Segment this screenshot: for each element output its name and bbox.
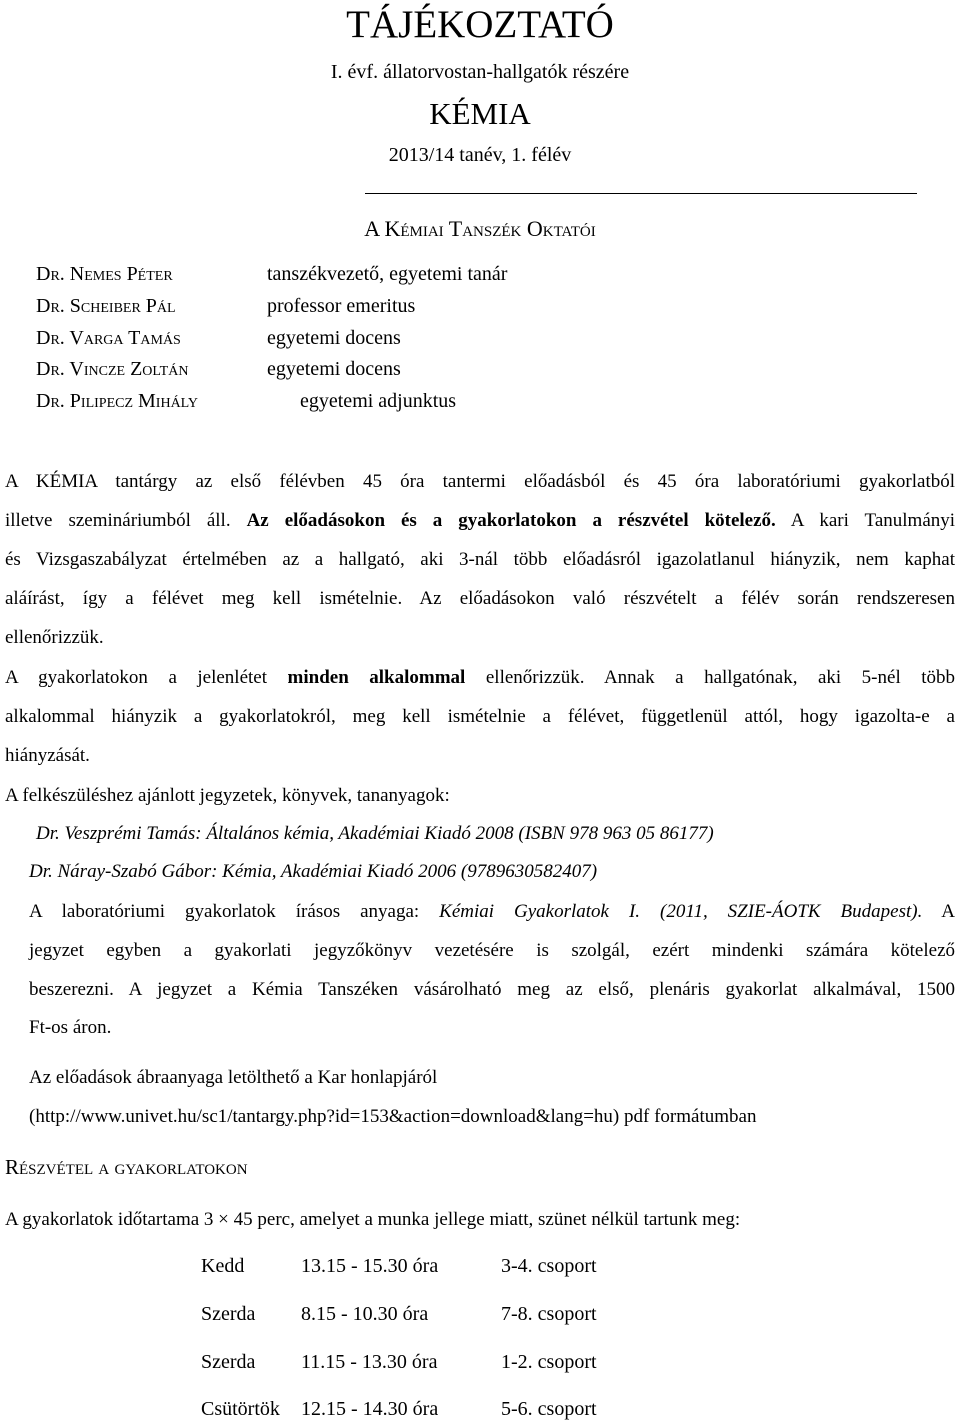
staff-role: egyetemi adjunktus (300, 390, 457, 412)
every-occasion-emphasis: minden alkalommal (287, 667, 466, 688)
attendance-paragraph-line: és Vizsgaszabályzat értelmében az a hallgató, aki 3-nál több előadásról igazolatlanul hiányzik, nem kaphat (5, 549, 955, 570)
reference-item (29, 860, 597, 884)
schedule-group: 5-6. csoport (501, 1398, 597, 1420)
schedule-time: 13.15 - 15.30 óra (301, 1255, 439, 1277)
reference-text: Dr. Veszprémi Tamás: Általános kémia, Akadémiai Kiadó 2008 (ISBN 978 963 05 86177) (36, 823, 714, 844)
attendance-paragraph-line (5, 509, 955, 533)
staff-role: professor emeritus (267, 295, 416, 317)
staff-name: Dr. Scheiber Pál (36, 295, 176, 317)
lab-notes-title: Kémiai Gyakorlatok I. (2011, SZIE-ÁOTK Budapest). (439, 901, 923, 922)
text-span: ellenőrizzük. Annak a hallgatónak, aki 5-nél több (485, 667, 956, 688)
schedule-group: 1-2. csoport (501, 1351, 597, 1373)
staff-name: Dr. Pilipecz Mihály (36, 390, 198, 412)
staff-role: egyetemi docens (267, 358, 401, 380)
header-divider (365, 193, 917, 194)
staff-name: Dr. Varga Tamás (36, 327, 181, 349)
lab-notes-line (29, 900, 955, 924)
text-span: A (941, 901, 956, 922)
schedule-day: Szerda (201, 1351, 256, 1373)
practice-attendance-line: alkalommal hiányzik a gyakorlatokról, meg kell ismételnie a félévet, függetlenül attól, hogy igazolta-e a (5, 706, 955, 727)
reference-text: Dr. Náray-Szabó Gábor: Kémia, Akadémiai Kiadó 2006 (9789630582407) (29, 861, 598, 882)
schedule-group: 7-8. csoport (501, 1303, 597, 1325)
lab-notes-line: beszerezni. A jegyzet a Kémia Tanszéken vásárolható meg az első, plenáris gyakorlat alkalmával, 1500 (29, 979, 955, 1000)
schedule-day: Csütörtök (201, 1398, 280, 1420)
lecture-download-link[interactable]: (http://www.univet.hu/sc1/tantargy.php?id=153&action=download&lang=hu) pdf formátumban (29, 1106, 757, 1127)
lab-notes-line: Ft-os áron. (29, 1017, 112, 1038)
schedule-day: Kedd (201, 1255, 245, 1277)
schedule-time: 11.15 - 13.30 óra (301, 1351, 438, 1373)
schedule-group: 3-4. csoport (501, 1255, 597, 1277)
lab-notes-line: jegyzet egyben a gyakorlati jegyzőkönyv vezetésére is szolgál, ezért mindenki számára kötelező (29, 940, 955, 961)
staff-heading: A Kémiai Tanszék Oktatói (364, 216, 596, 241)
attendance-paragraph-line: ellenőrizzük. (5, 627, 104, 648)
practice-attendance-line: hiányzását. (5, 745, 90, 766)
lecture-download-line: Az előadások ábraanyaga letölthető a Kar honlapjáról (29, 1067, 438, 1088)
attendance-paragraph-line: aláírást, így a félévet meg kell ismételnie. Az előadásokon való részvételt a félév során rendszeresen (5, 588, 955, 609)
schedule-time: 8.15 - 10.30 óra (301, 1303, 429, 1325)
text-span: illetve szemináriumból áll. (5, 510, 231, 531)
page-subtitle: I. évf. állatorvostan-hallgatók részére (330, 61, 630, 83)
text-span: A kari Tanulmányi (790, 510, 956, 531)
recommended-materials-intro: A felkészüléshez ajánlott jegyzetek, könyvek, tananyagok: (5, 785, 450, 806)
practice-duration-text: A gyakorlatok időtartama 3 × 45 perc, amelyet a munka jellege miatt, szünet nélkül tartunk meg: (5, 1209, 741, 1230)
reference-item (36, 822, 714, 846)
schedule-day: Szerda (201, 1303, 256, 1325)
page-title: TÁJÉKOZTATÓ (346, 3, 614, 46)
practice-attendance-line (5, 666, 955, 690)
practice-section-heading: Részvétel a gyakorlatokon (5, 1155, 248, 1179)
staff-role: egyetemi docens (267, 327, 401, 349)
schedule-time: 12.15 - 14.30 óra (301, 1398, 439, 1420)
staff-name: Dr. Vincze Zoltán (36, 358, 189, 380)
text-span: A laboratóriumi gyakorlatok írásos anyaga: (29, 901, 420, 922)
text-span: A gyakorlatokon a jelenlétet (5, 667, 268, 688)
attendance-paragraph-line: A KÉMIA tantárgy az első félévben 45 óra tantermi előadásból és 45 óra laboratóriumi gyakorlatból (5, 471, 955, 492)
mandatory-attendance-notice: Az előadásokon és a gyakorlatokon a részvétel kötelező. (246, 510, 776, 531)
staff-name: Dr. Nemes Péter (36, 263, 173, 285)
term-label: 2013/14 tanév, 1. félév (388, 144, 572, 166)
subject-heading: KÉMIA (429, 96, 531, 131)
staff-role: tanszékvezető, egyetemi tanár (267, 263, 508, 285)
